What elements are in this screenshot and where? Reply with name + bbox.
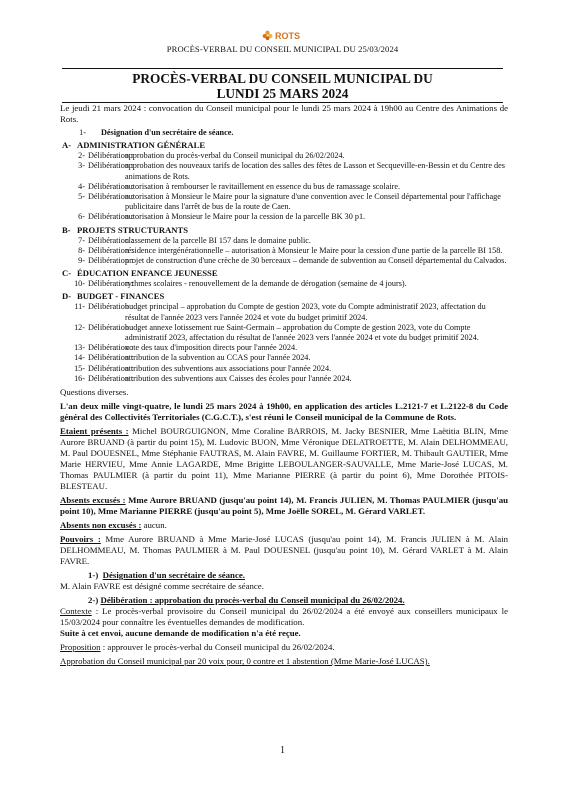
item-label: Délibération :	[88, 302, 134, 312]
agenda-item	[60, 212, 508, 222]
agenda-item	[60, 374, 508, 384]
page-number: 1	[280, 745, 285, 756]
agenda-item	[60, 256, 508, 266]
agenda-item	[60, 236, 508, 246]
item-number: 7-	[78, 235, 85, 245]
item-text: projet de construction d'une crèche de 30 berceaux – demande de subvention au Conseil départemental du Calvados.	[125, 256, 507, 266]
item-text: budget principal – approbation du Compte de gestion 2023, vote du Compte administratif 2023, affectation du résultat de l'année 2023 vers l'année 2024 et vote du budget primitif 2024.	[125, 302, 486, 322]
agenda-section-heading	[60, 291, 508, 302]
item-number: 15-	[74, 363, 85, 373]
item-number: 16-	[74, 373, 85, 383]
agenda-sections	[60, 140, 508, 384]
agenda-section-heading	[60, 140, 508, 151]
item-number: 10-	[74, 279, 85, 289]
questions-diverses: Questions diverses.	[60, 387, 129, 398]
item-text: autorisation à Monsieur le Maire pour la signature d'une convention avec le Conseil départemental pour l'affichage publicitaire dans l'arrêt de bus de la route de Caen.	[125, 192, 501, 212]
agenda-item-1: 1- Désignation d'un secrétaire de séance.	[79, 128, 234, 137]
agenda-item	[60, 161, 508, 181]
section-letter: D-	[62, 291, 72, 302]
point-2-contexte: Contexte : Le procès-verbal provisoire du Conseil municipal du 26/02/2024 a été envoyé aux conseillers municipaux le 15/03/2024 pour connaître les éventuelles demandes de modification.	[60, 606, 508, 628]
rots-logo	[262, 30, 300, 41]
item-number: 12-	[74, 322, 85, 332]
item-number: 11-	[74, 302, 85, 312]
item-number: 4-	[78, 181, 85, 191]
logo-text: ROTS	[275, 30, 301, 41]
item-text: autorisation à Monsieur le Maire pour la cession de la parcelle BK 30 p1.	[125, 212, 366, 222]
item-text: approbation des nouveaux tarifs de location des salles des fêtes de Lasson et Secqueville-en-Bessin et du Centre des animations de Rots.	[125, 161, 505, 181]
agenda-item	[60, 182, 508, 192]
presents-paragraph: Etaient présents : Michel BOURGUIGNON, Mme Coraline BARROIS, M. Jacky BESNIER, Mme Laëtitia BLIN, Mme Aurore BRUAND (à partir du point 15), M. Ludovic BUON, Mme Véronique DELATROETTE, M. Alain DELHOMMEAU, M. Paul DOUESNEL, Mme Stéphanie FAUTRAS, M. Alain FAVRE, M. Guillaume FORTIER, M. Thibault GAUTIER, Mme Marie HERVIEU, Mme Annie LAGARDE, Mme Brigitte LEBOULANGER-SAUVALLE, Mme Marie-José LUCAS, M. Thomas PAULMIER (à partir du point 11), Mme Marianne PIERRE (à partir du point 6), Mme Dorothée PITOIS-BLESTEAU.	[60, 426, 509, 492]
item-text: attribution des subventions aux Caisses des écoles pour l'année 2024.	[125, 373, 352, 383]
item-label: Délibération :	[88, 192, 134, 202]
agenda-item	[60, 151, 508, 161]
agenda-section-heading	[60, 268, 508, 279]
item-text: attribution de la subvention au CCAS pour l'année 2024.	[125, 353, 311, 363]
document-title	[62, 68, 503, 103]
item-text: classement de la parcelle BI 157 dans le domaine public.	[125, 235, 311, 245]
item-number: 5-	[78, 192, 85, 202]
item-number: 6-	[78, 212, 85, 222]
section-title: ÉDUCATION ENFANCE JEUNESSE	[77, 268, 218, 279]
title-line-2: LUNDI 25 MARS 2024	[216, 86, 349, 101]
item-number: 2-	[78, 151, 85, 161]
agenda-item	[60, 279, 508, 289]
title-line-1: PROCÈS-VERBAL DU CONSEIL MUNICIPAL DU	[132, 71, 433, 86]
item-number: 8-	[78, 245, 85, 255]
item-number: 14-	[74, 353, 85, 363]
item-label: Délibération :	[88, 363, 134, 373]
agenda-item	[60, 302, 508, 322]
item-text: autorisation à rembourser le ravitaillement en essence du bus de ramassage scolaire.	[125, 181, 401, 191]
item-label: Délibération :	[88, 279, 134, 289]
item-label: Délibération :	[88, 235, 134, 245]
agenda-item	[60, 353, 508, 363]
point-2-vote: Approbation du Conseil municipal par 20 voix pour, 0 contre et 1 abstention (Mme Marie-José LUCAS).	[60, 656, 430, 667]
non-excuses-paragraph: Absents non excusés : aucun.	[60, 520, 167, 531]
point-2-heading: 2-) Délibération : approbation du procès-verbal du Conseil municipal du 26/02/2024.	[88, 595, 405, 606]
item-text: attribution des subventions aux associations pour l'année 2024.	[125, 363, 332, 373]
agenda-item	[60, 343, 508, 353]
item-label: Délibération :	[88, 256, 134, 266]
excuses-paragraph: Absents excusés : Mme Aurore BRUAND (jusqu'au point 14), M. Francis JULIEN, M. Thomas PAULMIER (jusqu'au point 10), Mme Marianne PIERRE (jusqu'au point 5), Mme Joëlle SOREL, M. Gérard VARLET.	[60, 495, 508, 517]
item-label: Délibération :	[88, 181, 134, 191]
agenda-item	[60, 192, 508, 212]
section-letter: C-	[62, 268, 72, 279]
pouvoirs-paragraph: Pouvoirs : Mme Aurore BRUAND à Mme Marie-José LUCAS (jusqu'au point 14), M. Francis JULIEN à M. Alain DELHOMMEAU, M. Thomas PAULMIER à M. Paul DOUESNEL (jusqu'au point 10), M. Gérard VARLET à M. Alain FAVRE.	[60, 534, 508, 567]
item-label: Délibération :	[88, 245, 134, 255]
item-label: Délibération :	[88, 373, 134, 383]
opening-paragraph: L'an deux mille vingt-quatre, le lundi 25 mars 2024 à 19h00, en application des articles L.2121-7 et L.2122-8 du Code général des Collectivités Territoriales (C.G.C.T.), s'est réuni le Conseil municipal de la Commune de Rots.	[60, 401, 509, 423]
section-title: PROJETS STRUCTURANTS	[77, 224, 189, 235]
item-number: 13-	[74, 343, 85, 353]
item-number: 9-	[78, 256, 85, 266]
section-letter: B-	[62, 224, 71, 235]
document-body	[60, 103, 508, 667]
point-1-heading: 1-) Désignation d'un secrétaire de séance.	[88, 570, 245, 581]
section-letter: A-	[62, 140, 72, 151]
item-text: rythmes scolaires - renouvellement de la demande de dérogation (semaine de 4 jours).	[125, 279, 407, 289]
item-number: 3-	[78, 161, 85, 171]
section-title: BUDGET - FINANCES	[77, 291, 165, 302]
point-2-suite: Suite à cet envoi, aucune demande de modification n'a été reçue.	[60, 628, 301, 639]
item-label: Délibération :	[88, 212, 134, 222]
item-text: budget annexe lotissement rue Saint-Germain – approbation du Compte de gestion 2023, vote du Compte administratif 2023, affectation du résultat de l'année 2023 vers l'année 2024 et vote du budget primitif 2024.	[125, 322, 479, 343]
item-label: Délibération :	[88, 353, 134, 363]
point-1-text: M. Alain FAVRE est désigné comme secrétaire de séance.	[60, 581, 264, 592]
agenda-item	[60, 364, 508, 374]
flower-icon	[262, 30, 273, 41]
item-label: Délibération :	[88, 161, 134, 171]
item-label: Délibération :	[88, 151, 134, 161]
agenda-section-heading	[60, 225, 508, 236]
item-label: Délibération :	[88, 322, 134, 332]
running-header: PROCÈS-VERBAL DU CONSEIL MUNICIPAL DU 25/03/2024	[166, 44, 399, 54]
intro-paragraph: Le jeudi 21 mars 2024 : convocation du Conseil municipal pour le lundi 25 mars 2024 à 19h00 au Centre des Animations de Rots.	[60, 103, 508, 124]
section-title: ADMINISTRATION GÉNÉRALE	[77, 140, 206, 151]
item-text: approbation du procès-verbal du Conseil municipal du 26/02/2024.	[125, 151, 345, 161]
item-label: Délibération :	[88, 343, 134, 353]
item-text: vote des taux d'imposition directs pour l'année 2024.	[125, 343, 298, 353]
item-text: résidence intergénérationnelle – autorisation à Monsieur le Maire pour la cession d'une partie de la parcelle BI 158.	[125, 245, 503, 255]
agenda-item	[60, 323, 508, 343]
agenda-item	[60, 246, 508, 256]
point-2-proposition: Proposition : approuver le procès-verbal du Conseil municipal du 26/02/2024.	[60, 642, 335, 653]
